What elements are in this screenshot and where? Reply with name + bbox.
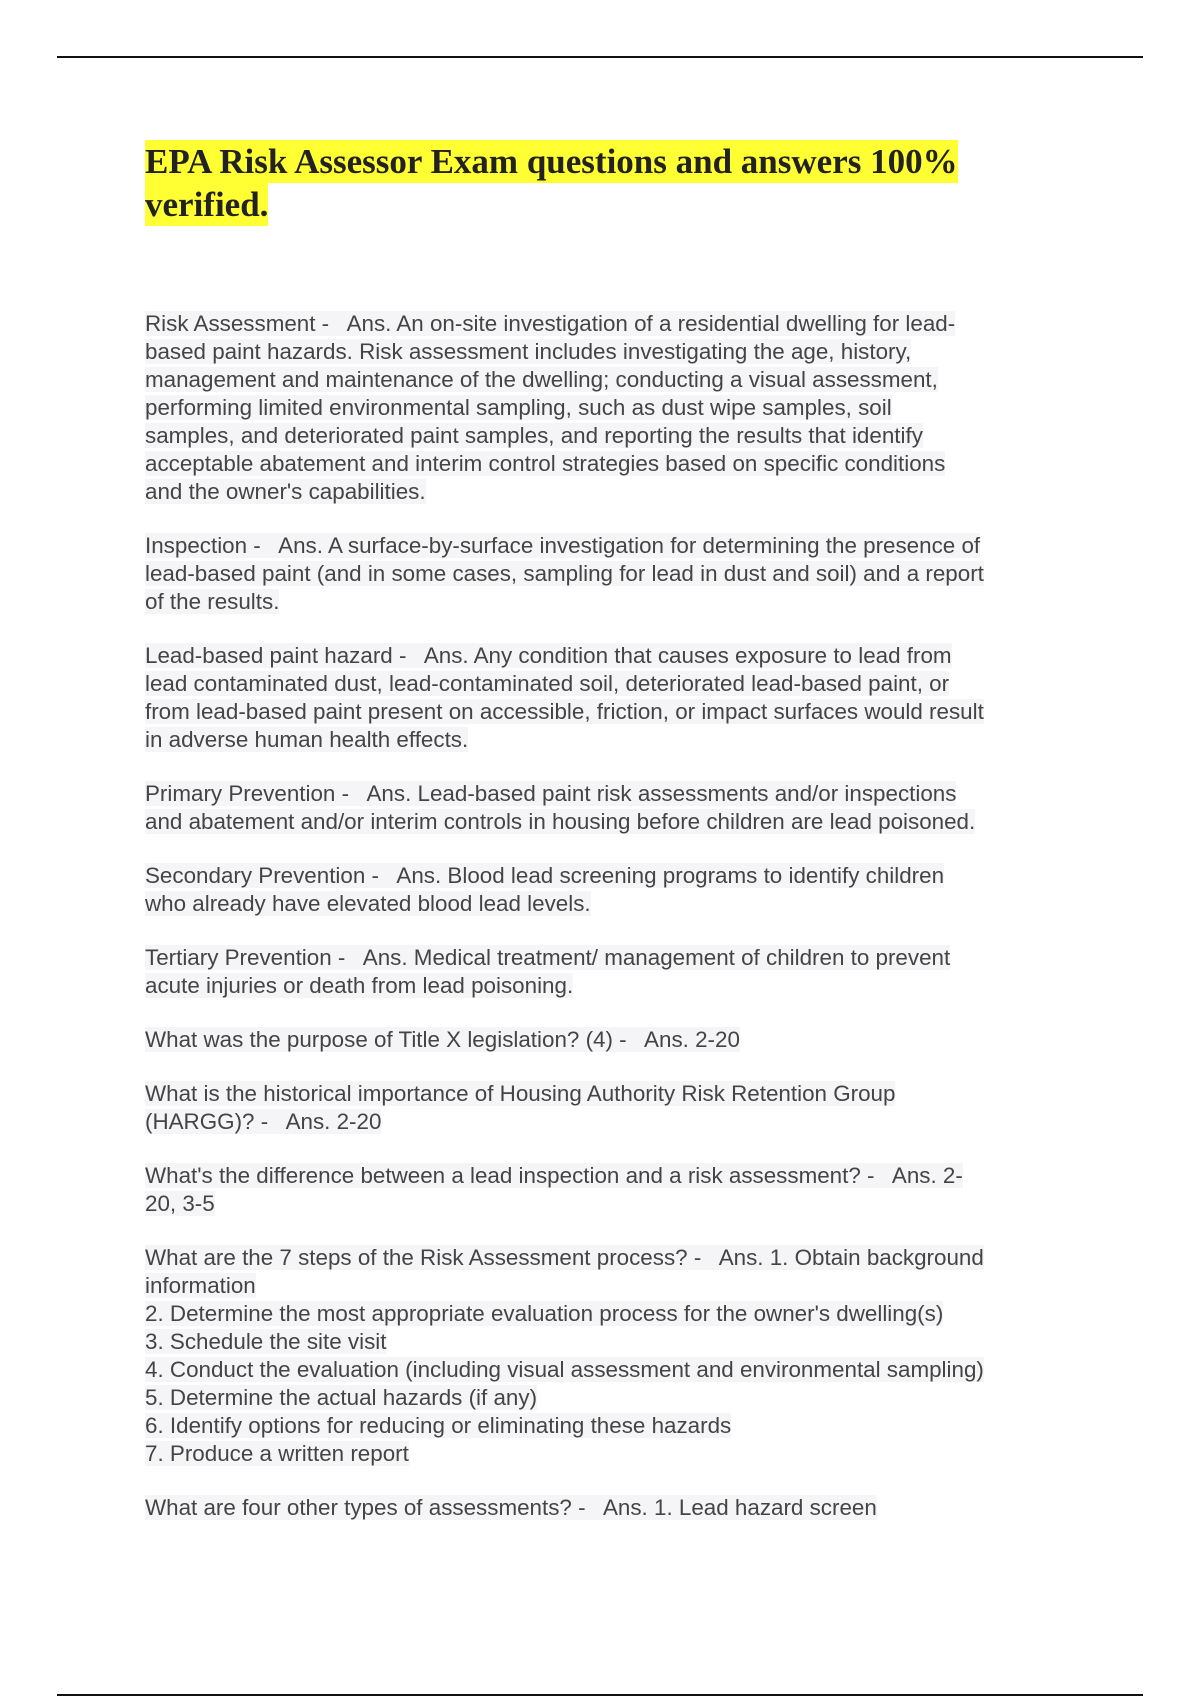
qa-entry-line [145,1108,1065,1136]
qa-entry-line [145,1328,1065,1356]
qa-entry-line [145,1412,1065,1440]
qa-entry-line [145,1356,1065,1384]
qa-entry-text: lead contaminated dust, lead-contaminated soil, deteriorated lead-based paint, or [145,671,950,696]
qa-entry-text: What are the 7 steps of the Risk Assessment process? - Ans. 1. Obtain background [145,1245,984,1270]
qa-entry-line [145,394,1065,422]
qa-entry-line [145,422,1065,450]
qa-entry [145,862,1065,918]
qa-entry-text: 3. Schedule the site visit [145,1329,387,1354]
qa-entry [145,532,1065,616]
qa-entry-text: Inspection - Ans. A surface-by-surface investigation for determining the presence of [145,533,981,558]
qa-entry-line [145,726,1065,754]
qa-entry [145,642,1065,754]
qa-entry-text: 6. Identify options for reducing or eliminating these hazards [145,1413,732,1438]
qa-entry-text: information [145,1273,256,1298]
qa-entry-line [145,1190,1065,1218]
qa-entry-line [145,1494,1065,1522]
qa-entry [145,944,1065,1000]
qa-entry-line [145,972,1065,1000]
qa-entry [145,1026,1065,1054]
document-title [145,140,1065,226]
qa-entry-text: 2. Determine the most appropriate evaluation process for the owner's dwelling(s) [145,1301,944,1326]
qa-entry-line [145,560,1065,588]
qa-entry-line [145,808,1065,836]
qa-entry-text: What's the difference between a lead inspection and a risk assessment? - Ans. 2- [145,1163,963,1188]
qa-entry-line [145,1026,1065,1054]
qa-entry-text: 4. Conduct the evaluation (including visual assessment and environmental sampling) [145,1357,984,1382]
qa-entry-line [145,670,1065,698]
qa-entry-line [145,944,1065,972]
qa-entry-text: from lead-based paint present on accessible, friction, or impact surfaces would result [145,699,984,724]
qa-entry-line [145,310,1065,338]
qa-entry-text: Primary Prevention - Ans. Lead-based paint risk assessments and/or inspections [145,781,957,806]
qa-entry-text: acute injuries or death from lead poisoning. [145,973,574,998]
qa-entry-text: who already have elevated blood lead levels. [145,891,591,916]
qa-entry-text: management and maintenance of the dwelling; conducting a visual assessment, [145,367,938,392]
qa-entry [145,310,1065,506]
document-page [145,140,1065,1548]
title-line-1: EPA Risk Assessor Exam questions and answers 100% [145,142,958,181]
qa-entry-line [145,1080,1065,1108]
qa-entry-text: lead-based paint (and in some cases, sampling for lead in dust and soil) and a report [145,561,984,586]
qa-entry-line [145,478,1065,506]
title-line-2: verified. [145,185,269,224]
qa-entry-line [145,1384,1065,1412]
qa-entry [145,1080,1065,1136]
qa-entry-text: What are four other types of assessments? - Ans. 1. Lead hazard screen [145,1495,877,1520]
qa-entry-text: and abatement and/or interim controls in housing before children are lead poisoned. [145,809,976,834]
qa-entry-text: 5. Determine the actual hazards (if any) [145,1385,538,1410]
qa-list [145,310,1065,1522]
qa-entry-line [145,1272,1065,1300]
qa-entry-text: 20, 3-5 [145,1191,215,1216]
qa-entry-text: and the owner's capabilities. [145,479,426,504]
qa-entry [145,1162,1065,1218]
qa-entry-text: 7. Produce a written report [145,1441,409,1466]
qa-entry-text: samples, and deteriorated paint samples, and reporting the results that identify [145,423,923,448]
qa-entry-text: Secondary Prevention - Ans. Blood lead screening programs to identify children [145,863,945,888]
qa-entry-line [145,1300,1065,1328]
qa-entry-line [145,338,1065,366]
qa-entry [145,1494,1065,1522]
qa-entry-text: Lead-based paint hazard - Ans. Any condition that causes exposure to lead from [145,643,952,668]
bottom-rule [57,1694,1143,1696]
qa-entry-line [145,1440,1065,1468]
qa-entry-text: based paint hazards. Risk assessment includes investigating the age, history, [145,339,912,364]
top-rule [57,56,1143,58]
qa-entry-text: in adverse human health effects. [145,727,469,752]
qa-entry-text: Tertiary Prevention - Ans. Medical treatment/ management of children to prevent [145,945,951,970]
qa-entry-text: performing limited environmental sampling, such as dust wipe samples, soil [145,395,892,420]
qa-entry-line [145,698,1065,726]
qa-entry-line [145,862,1065,890]
qa-entry-line [145,1244,1065,1272]
qa-entry-text: (HARGG)? - Ans. 2-20 [145,1109,382,1134]
qa-entry-line [145,1162,1065,1190]
qa-entry-line [145,642,1065,670]
qa-entry-text: What is the historical importance of Housing Authority Risk Retention Group [145,1081,896,1106]
qa-entry [145,1244,1065,1468]
qa-entry-line [145,532,1065,560]
qa-entry-line [145,780,1065,808]
qa-entry-line [145,588,1065,616]
qa-entry-text: of the results. [145,589,280,614]
qa-entry-text: acceptable abatement and interim control strategies based on specific conditions [145,451,946,476]
qa-entry [145,780,1065,836]
qa-entry-text: What was the purpose of Title X legislation? (4) - Ans. 2-20 [145,1027,740,1052]
qa-entry-line [145,450,1065,478]
qa-entry-line [145,366,1065,394]
qa-entry-text: Risk Assessment - Ans. An on-site investigation of a residential dwelling for lead- [145,311,956,336]
qa-entry-line [145,890,1065,918]
